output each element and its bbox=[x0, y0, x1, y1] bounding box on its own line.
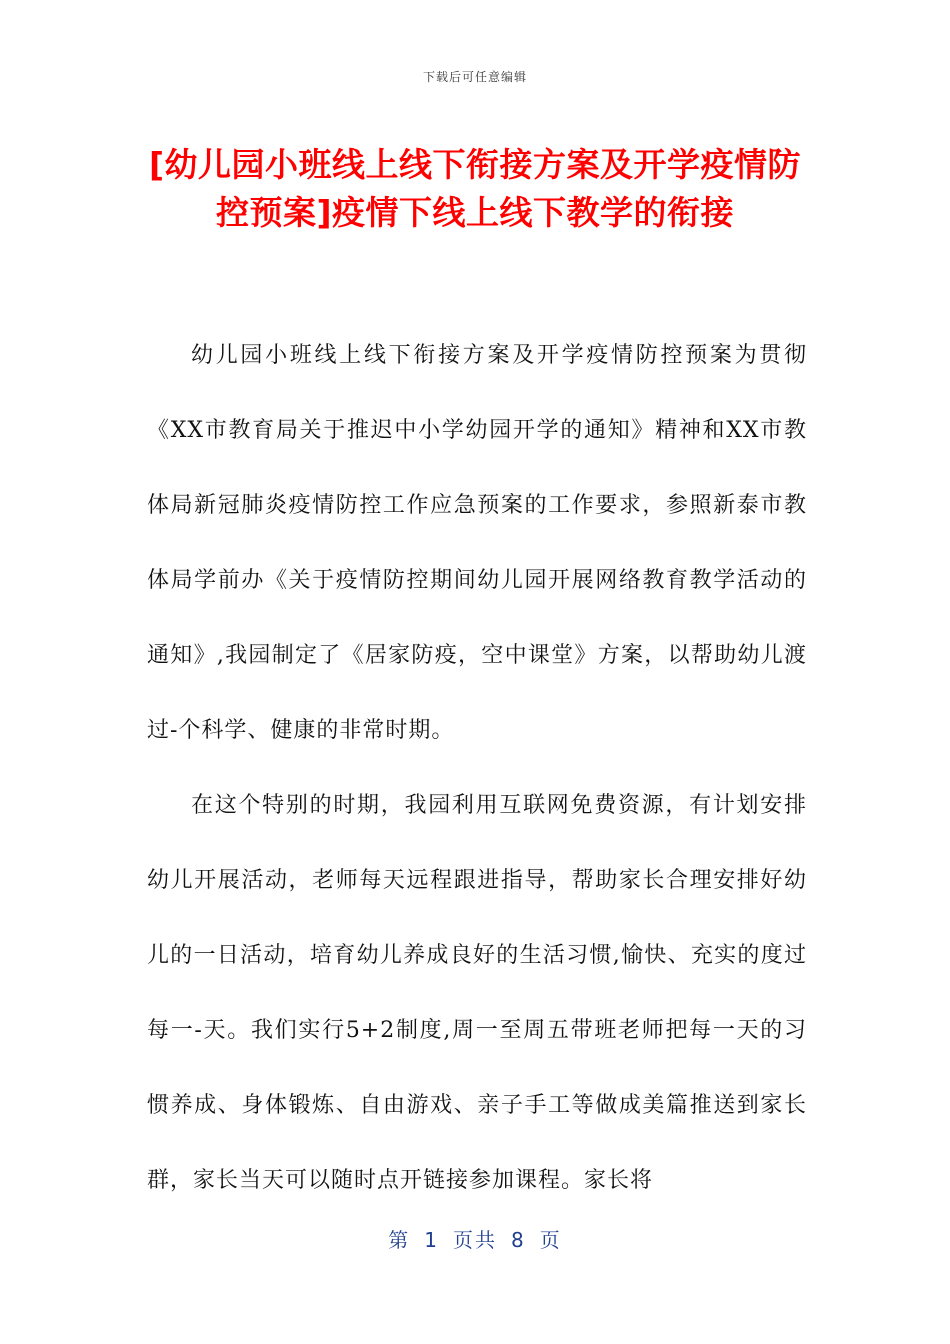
paragraph-2: 在这个特别的时期，我园利用互联网免费资源，有计划安排幼儿开展活动，老师每天远程跟进指导，帮助家长合理安排好幼儿的一日活动，培育幼儿养成良好的生活习惯,愉快、充实的度过每一-天。我们实行5+2制度,周一至周五带班老师把每一天的习惯养成、身体锻炼、自由游戏、亲子手工等做成美篇推送到家长群，家长当天可以随时点开链接参加课程。家长将 bbox=[147, 793, 807, 1193]
footer-total-pages: 8 bbox=[511, 1228, 526, 1252]
document-body bbox=[147, 318, 807, 1218]
paragraph-1: 幼儿园小班线上线下衔接方案及开学疫情防控预案为贯彻《XX市教育局关于推迟中小学幼园开学的通知》精神和XX市教体局新冠肺炎疫情防控工作应急预案的工作要求，参照新泰市教体局学前办《关于疫情防控期间幼儿园开展网络教育教学活动的通知》,我园制定了《居家防疫，空中课堂》方案，以帮助幼儿渡过-个科学、健康的非常时期。 bbox=[147, 343, 807, 743]
footer-prefix: 第 bbox=[388, 1228, 411, 1252]
document-title: [幼儿园小班线上线下衔接方案及开学疫情防控预案]疫情下线上线下教学的衔接 bbox=[148, 145, 802, 232]
footer-page-number: 1 bbox=[424, 1228, 439, 1252]
footer-middle: 页共 bbox=[453, 1228, 497, 1252]
footer-suffix: 页 bbox=[539, 1228, 562, 1252]
header-note: 下载后可任意编辑 bbox=[422, 70, 527, 84]
page-footer bbox=[0, 1224, 950, 1253]
